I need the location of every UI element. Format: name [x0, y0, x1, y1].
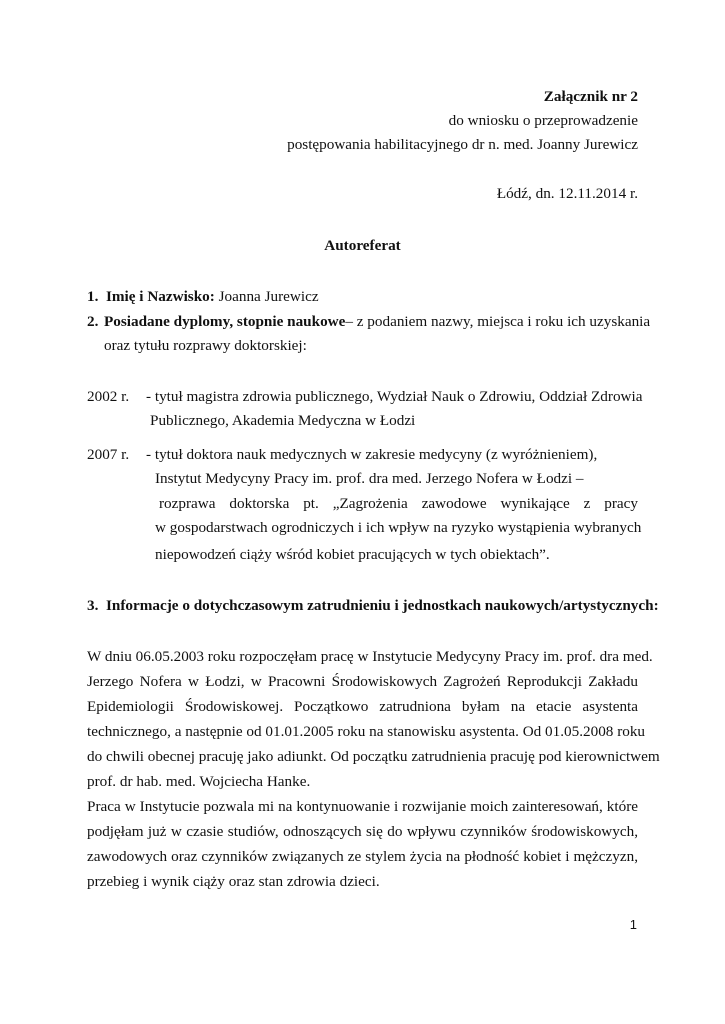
degree-2-line-4: w gospodarstwach ogrodniczych i ich wpływ na ryzyko wystąpienia wybranych	[155, 519, 642, 536]
paragraph-2-line: podjęłam już w czasie studiów, odnoszących się do wpływu czynników środowiskowych,	[87, 823, 638, 840]
section-1	[87, 288, 319, 306]
section-2-rest-1: – z podaniem nazwy, miejsca i roku ich uzyskania	[345, 313, 651, 330]
annex-heading: Załącznik nr 2	[543, 88, 638, 105]
paragraph-2-line: zawodowych oraz czynników związanych ze stylem życia na płodność kobiet i mężczyzn,	[87, 848, 638, 865]
paragraph-1-line: technicznego, a następnie od 01.01.2005 roku na stanowisku asystenta. Od 01.05.2008 roku	[87, 723, 646, 740]
paragraph-1-line: prof. dr hab. med. Wojciecha Hanke.	[87, 773, 311, 790]
paragraph-1-line: Jerzego Nofera w Łodzi, w Pracowni Środowiskowych Zagrożeń Reprodukcji Zakładu	[87, 673, 638, 690]
section-2-line-2: oraz tytułu rozprawy doktorskiej:	[104, 337, 307, 354]
section-2-label: Posiadane dyplomy, stopnie naukowe	[104, 313, 346, 330]
section-2-line-1	[104, 313, 651, 331]
paragraph-2-line: Praca w Instytucie pozwala mi na kontynuowanie i rozwijanie moich zainteresowań, które	[87, 798, 638, 815]
section-2-number: 2.	[87, 313, 99, 330]
degree-2-year: 2007 r.	[87, 446, 130, 463]
paragraph-1-line: do chwili obecnej pracuję jako adiunkt. Od początku zatrudnienia pracuję pod kierownictwem	[87, 748, 660, 765]
degree-1-line-1: - tytuł magistra zdrowia publicznego, Wydział Nauk o Zdrowiu, Oddział Zdrowia	[146, 388, 643, 405]
document-title: Autoreferat	[324, 237, 401, 254]
degree-2-line-2: Instytut Medycyny Pracy im. prof. dra med. Jerzego Nofera w Łodzi –	[155, 470, 584, 487]
paragraph-2-line: przebieg i wynik ciąży oraz stan zdrowia dzieci.	[87, 873, 380, 890]
annex-line-2: do wniosku o przeprowadzenie	[448, 112, 638, 129]
section-3-heading	[87, 597, 659, 615]
degree-2-line-3: rozprawa doktorska pt. „Zagrożenia zawodowe wynikające z pracy	[159, 495, 638, 512]
section-1-value: Joanna Jurewicz	[214, 288, 319, 305]
section-1-number: 1.	[87, 288, 99, 305]
degree-1-line-2: Publicznego, Akademia Medyczna w Łodzi	[150, 412, 416, 429]
page-number: 1	[629, 917, 637, 932]
place-date: Łódź, dn. 12.11.2014 r.	[496, 185, 638, 202]
section-3-number: 3.	[87, 597, 99, 614]
degree-1-year: 2002 r.	[87, 388, 130, 405]
section-3-label: Informacje o dotychczasowym zatrudnieniu i jednostkach naukowych/artystycznych:	[105, 597, 659, 614]
degree-2-line-5: niepowodzeń ciąży wśród kobiet pracujących w tych obiektach”.	[155, 546, 550, 563]
paragraph-1-line: W dniu 06.05.2003 roku rozpoczęłam pracę w Instytucie Medycyny Pracy im. prof. dra med.	[87, 648, 653, 665]
degree-2-line-1: - tytuł doktora nauk medycznych w zakresie medycyny (z wyróżnieniem),	[146, 446, 598, 463]
paragraph-1-line: Epidemiologii Środowiskowej. Początkowo zatrudniona byłam na etacie asystenta	[87, 698, 638, 715]
annex-line-3: postępowania habilitacyjnego dr n. med. Joanny Jurewicz	[287, 136, 638, 153]
section-1-label: Imię i Nazwisko:	[105, 288, 215, 305]
